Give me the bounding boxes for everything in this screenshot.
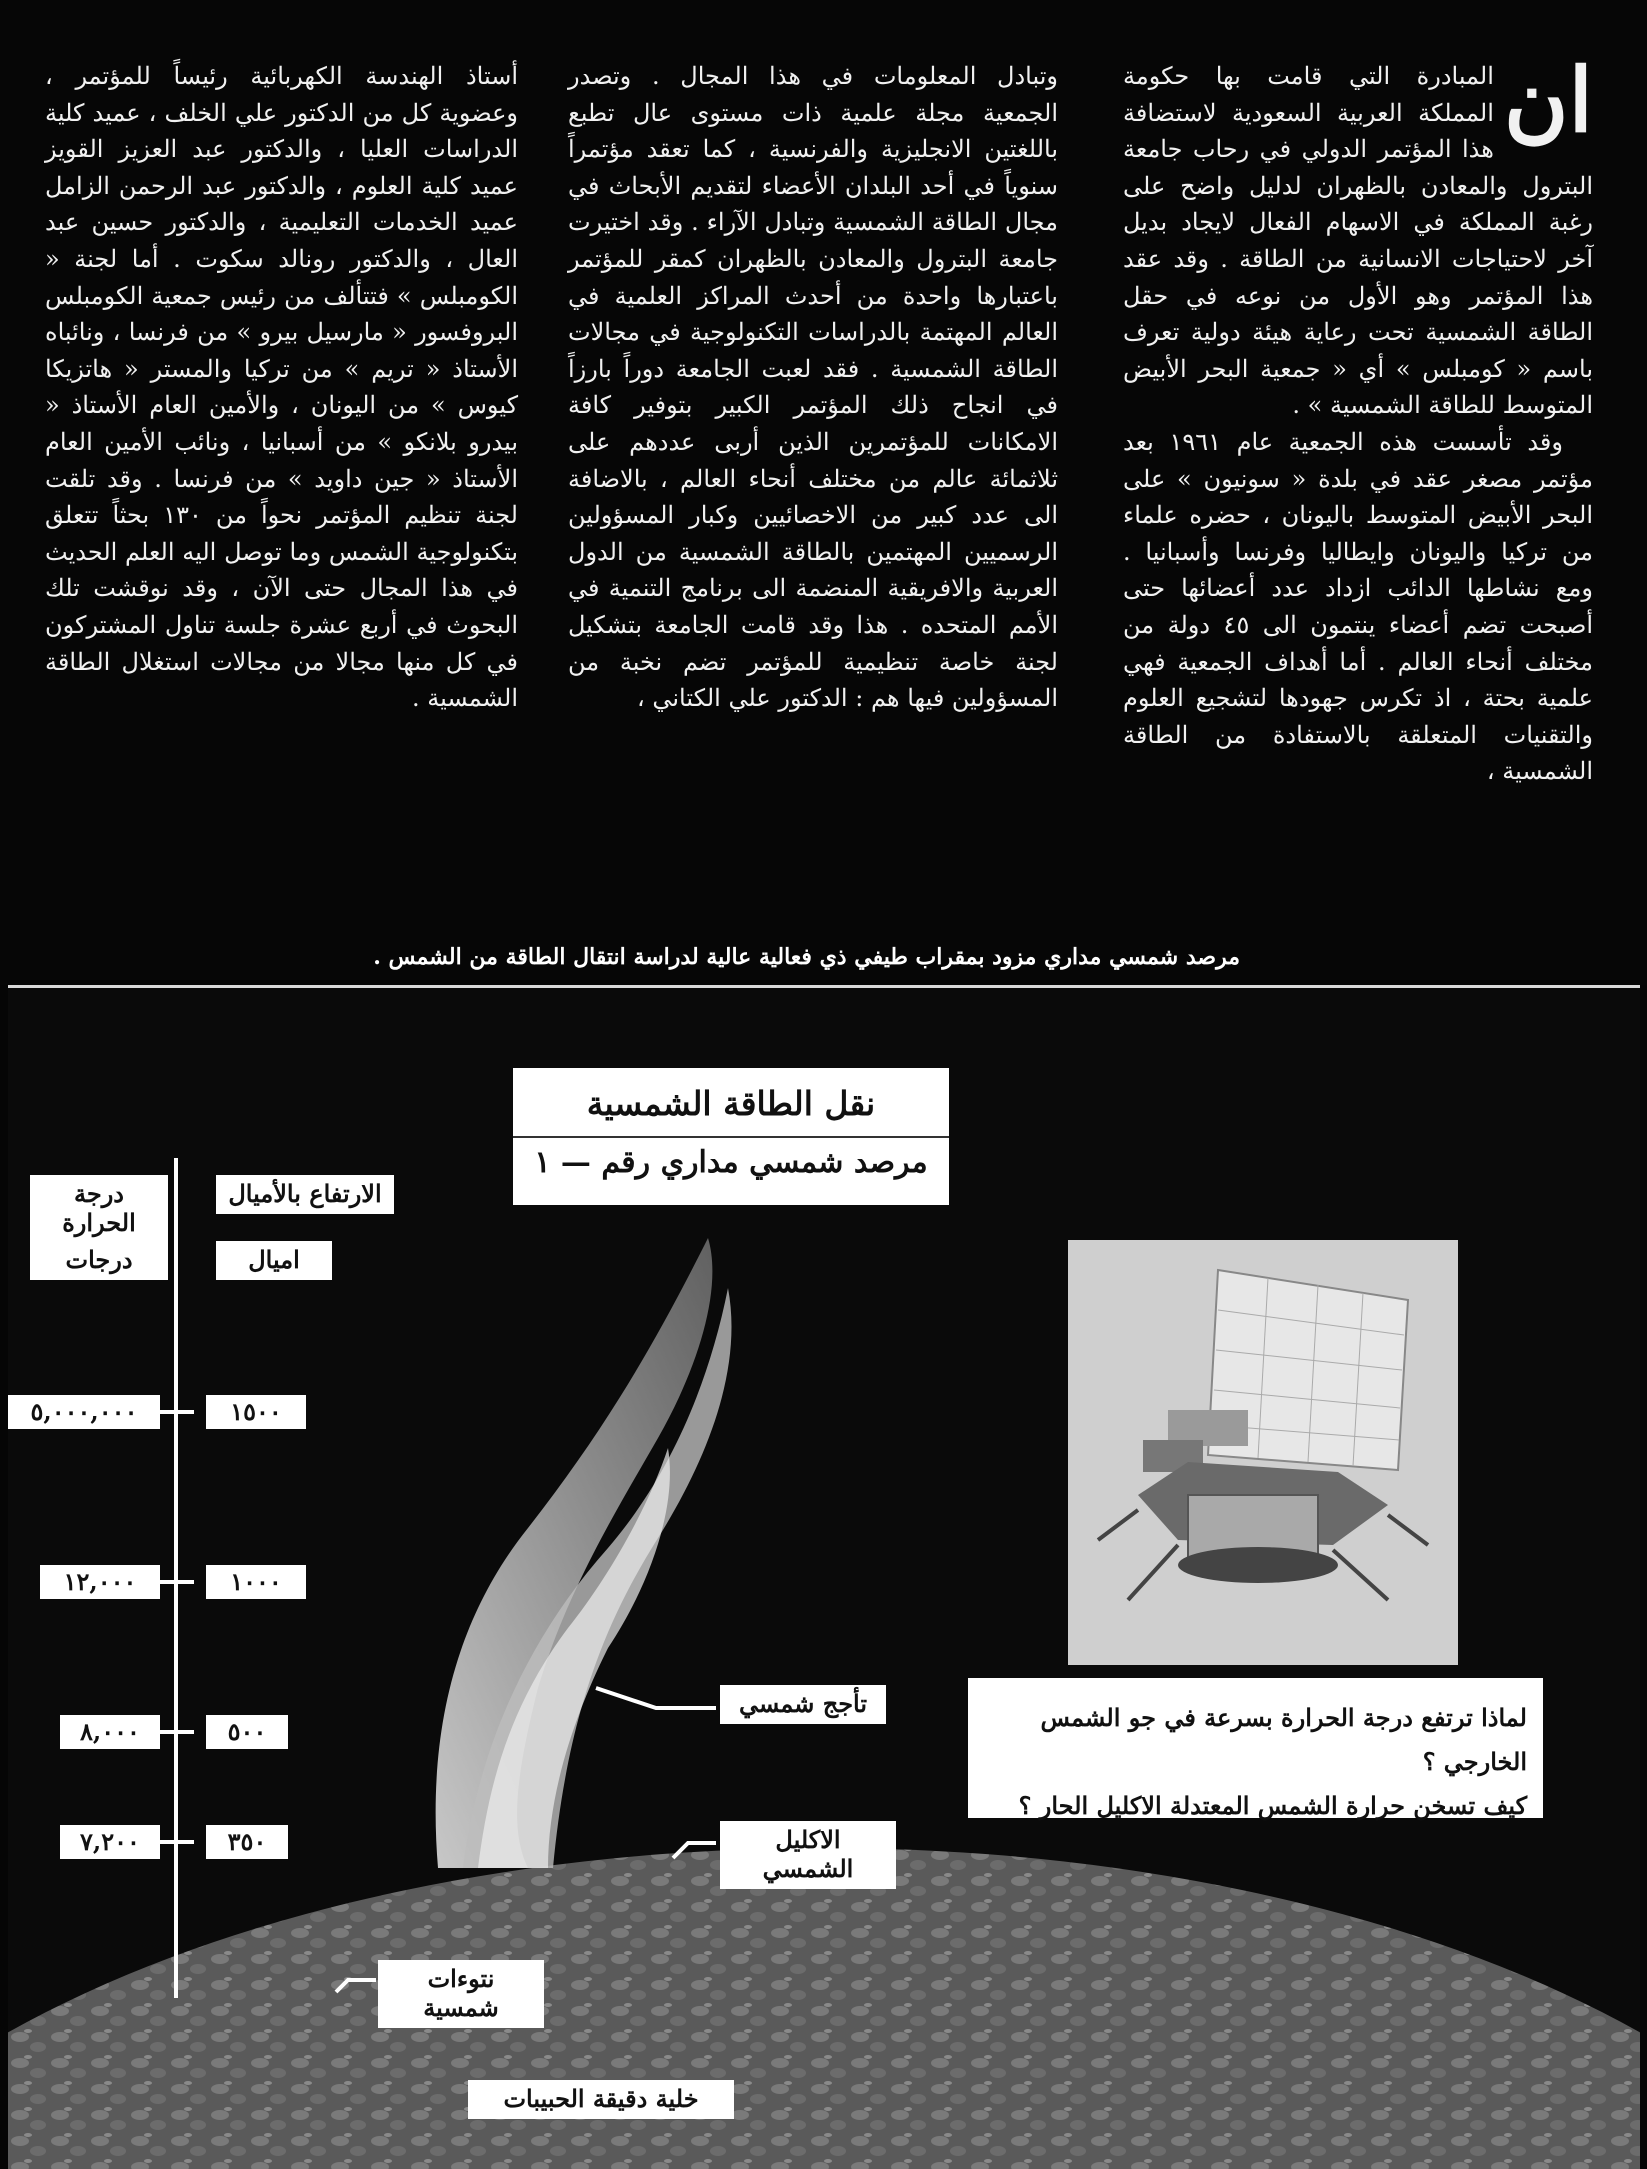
- spicules-label: نتوءات شمسية: [378, 1960, 544, 2028]
- altitude-header: الارتفاع بالأميال: [216, 1175, 394, 1214]
- question-2: كيف تسخن حرارة الشمس المعتدلة الاكليل الحار ؟: [1018, 1791, 1527, 1820]
- title-rule: [513, 1136, 949, 1138]
- satellite-illustration: [1068, 1240, 1458, 1665]
- scale-temp-label: ٧,٢٠٠: [60, 1825, 160, 1859]
- temperature-header: درجة الحرارة: [30, 1175, 168, 1243]
- question-1: لماذا ترتفع درجة الحرارة بسرعة في جو الشمس الخارجي ؟: [1040, 1703, 1527, 1776]
- scale-temp-label: ٥,٠٠٠,٠٠٠: [8, 1395, 160, 1429]
- temperature-unit: درجات: [30, 1241, 168, 1280]
- flare-pointer: [596, 1688, 716, 1708]
- solar-flare-label: تأجج شمسي: [720, 1685, 886, 1724]
- granule-cell-label: خلية دقيقة الحبيبات: [468, 2080, 734, 2119]
- questions-box: [968, 1678, 1543, 1818]
- solar-diagram: [8, 988, 1640, 2169]
- scale-alt-label: ٣٥٠: [206, 1825, 288, 1859]
- drop-cap: ان: [1503, 48, 1593, 152]
- column-1-paragraph-2: وقد تأسست هذه الجمعية عام ١٩٦١ بعد مؤتمر مصغر عقد في بلدة « سونيون » على البحر الأبيض المتوسط باليونان ، حضره علماء من تركيا واليونان وايطاليا وفرنسا وأسبانيا . ومع نشاطها الدائب ازداد عدد أعضائها حتى أصبحت تضم أعضاء ينتمون الى ٤٥ دولة من مختلف أنحاء العالم . أما أهداف الجمعية فهي علمية بحتة ، اذ تكرس جهودها لتشجيع العلوم والتقنيات المتعلقة بالاستفادة من الطاقة الشمسية ،: [1123, 427, 1593, 786]
- article-column-1: [1123, 48, 1593, 858]
- article-column-2: [568, 58, 1058, 858]
- diagram-subtitle: مرصد شمسي مداري رقم — ١: [534, 1145, 928, 1180]
- article-columns: [45, 48, 1593, 858]
- diagram-title: نقل الطاقة الشمسية: [586, 1084, 876, 1123]
- scale-temp-label: ٨,٠٠٠: [60, 1715, 160, 1749]
- column-1-paragraph-1: المبادرة التي قامت بها حكومة المملكة العربية السعودية لاستضافة هذا المؤتمر الدولي في رحاب جامعة البترول والمعادن بالظهران لدليل واضح على رغبة المملكة في الاسهام الفعال لايجاد بديل آخر لاحتياجات الانسانية من الطاقة . وقد عقد هذا المؤتمر وهو الأول من نوعه في حقل الطاقة الشمسية تحت رعاية هيئة دولية تعرف باسم « كومبلس » أي « جمعية البحر الأبيض المتوسط للطاقة الشمسية » .: [1123, 62, 1593, 420]
- altitude-unit: اميال: [216, 1241, 332, 1280]
- diagram-title-box: [513, 1068, 949, 1205]
- column-3-text: أستاذ الهندسة الكهربائية رئيساً للمؤتمر ، وعضوية كل من الدكتور علي الخلف ، عميد كلية الدراسات العليا ، والدكتور عبد العزيز القويز عميد كلية العلوم ، والدكتور عبد الرحمن الزامل عميد الخدمات التعليمية ، والدكتور حسين عبد العال ، والدكتور رونالد سكوت . أما لجنة « الكومبلس » فتتألف من رئيس جمعية الكومبلس البروفسور « مارسيل بيرو » من فرنسا ، ونائباه الأستاذ « تريم » من تركيا والمستر « هاتزيكا كيوس » من اليونان ، والأمين العام الأستاذ « بيدرو بلانكو » من أسبانيا ، ونائب الأمين العام الأستاذ « جين داويد » من فرنسا . وقد تلقت لجنة تنظيم المؤتمر نحواً من ١٣٠ بحثاً تتعلق بتكنولوجية الشمس وما توصل اليه العلم الحديث في هذا المجال حتى الآن ، وقد نوقشت تلك البحوث في أربع عشرة جلسة تناول المشتركون في كل منها مجالا من مجالات استغلال الطاقة الشمسية .: [45, 62, 518, 713]
- article-column-3: [45, 58, 518, 858]
- scale-alt-label: ١٥٠٠: [206, 1395, 306, 1429]
- scale-temp-label: ١٢,٠٠٠: [40, 1565, 160, 1599]
- scale-alt-label: ١٠٠٠: [206, 1565, 306, 1599]
- figure-caption: مرصد شمسي مداري مزود بمقراب طيفي ذي فعالية عالية لدراسة انتقال الطاقة من الشمس .: [373, 944, 1240, 970]
- article-section: [0, 0, 1647, 985]
- scale-alt-label: ٥٠٠: [206, 1715, 288, 1749]
- corona-label: الاكليل الشمسي: [720, 1821, 896, 1889]
- column-2-text: وتبادل المعلومات في هذا المجال . وتصدر الجمعية مجلة علمية ذات مستوى عال تطبع باللغتين الانجليزية والفرنسية ، كما تعقد مؤتمراً سنوياً في أحد البلدان الأعضاء لتقديم الأبحاث في مجال الطاقة الشمسية وتبادل الآراء . وقد اختيرت جامعة البترول والمعادن بالظهران كمقر للمؤتمر باعتبارها واحدة من أحدث المراكز العلمية في العالم المهتمة بالدراسات التكنولوجية في مجالات الطاقة الشمسية . فقد لعبت الجامعة دوراً بارزاً في انجاح ذلك المؤتمر الكبير بتوفير كافة الامكانات للمؤتمرين الذين أربى عددهم على ثلاثمائة عالم من مختلف أنحاء العالم ، بالاضافة الى عدد كبير من الاخصائيين وكبار المسؤولين الرسميين المهتمين بالطاقة الشمسية من الدول العربية والافريقية المنضمة الى برنامج التنمية في الأمم المتحده . هذا وقد قامت الجامعة بتشكيل لجنة خاصة تنظيمية للمؤتمر تضم نخبة من المسؤولين فيها هم : الدكتور علي الكتاني ،: [568, 62, 1058, 713]
